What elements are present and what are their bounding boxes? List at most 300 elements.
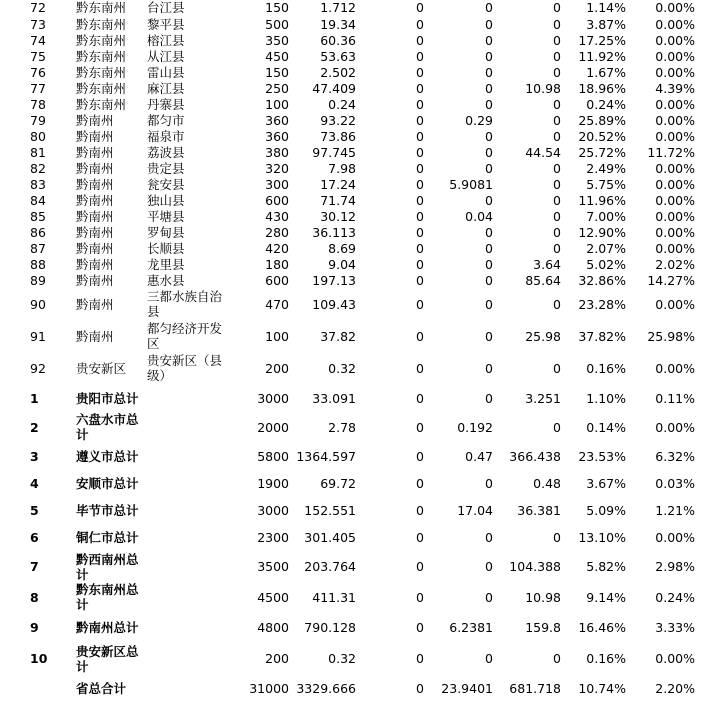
value-cell-b[interactable]: 37.82	[320, 328, 356, 344]
summary-value-cell-e[interactable]: 10.98	[525, 589, 561, 605]
value-cell-c[interactable]: 0	[416, 96, 424, 112]
summary-value-cell-b[interactable]: 411.31	[312, 589, 356, 605]
summary-value-cell-e[interactable]: 0	[553, 419, 561, 435]
summary-value-cell-c[interactable]: 0	[416, 620, 424, 635]
value-cell-d[interactable]: 0	[485, 0, 493, 15]
value-cell-a[interactable]: 150	[265, 64, 289, 80]
value-cell-e[interactable]: 3.64	[533, 256, 561, 272]
prefecture-cell[interactable]: 黔南州	[76, 224, 114, 240]
summary-value-cell-d[interactable]: 0.192	[457, 419, 493, 435]
value-cell-e[interactable]: 0	[553, 160, 561, 176]
summary-value-cell-e[interactable]: 36.381	[517, 503, 561, 518]
summary-value-cell-d[interactable]: 17.04	[457, 503, 493, 518]
summary-number-cell[interactable]: 10	[30, 651, 48, 666]
value-cell-e[interactable]: 0	[553, 208, 561, 224]
value-cell-c[interactable]: 0	[416, 16, 424, 32]
value-cell-e[interactable]: 10.98	[525, 80, 561, 96]
summary-name-cell[interactable]: 黔东南州总计	[76, 582, 139, 612]
value-cell-f[interactable]: 1.67%	[586, 64, 626, 80]
row-number-cell[interactable]: 81	[30, 144, 46, 160]
value-cell-c[interactable]: 0	[416, 80, 424, 96]
prefecture-cell[interactable]: 黔南州	[76, 160, 114, 176]
value-cell-e[interactable]: 85.64	[525, 272, 561, 288]
summary-value-cell-a[interactable]: 4800	[257, 620, 289, 635]
value-cell-d[interactable]: 0	[485, 240, 493, 256]
value-cell-f[interactable]: 12.90%	[578, 224, 626, 240]
value-cell-c[interactable]: 0	[416, 48, 424, 64]
summary-value-cell-a[interactable]: 5800	[257, 448, 289, 464]
prefecture-cell[interactable]: 黔南州	[76, 176, 114, 192]
value-cell-b[interactable]: 0.24	[328, 96, 356, 112]
summary-value-cell-f[interactable]: 16.46%	[578, 620, 626, 635]
county-cell[interactable]: 都匀市	[147, 112, 185, 128]
county-cell[interactable]: 从江县	[147, 48, 185, 64]
value-cell-b[interactable]: 9.04	[328, 256, 356, 272]
value-cell-f[interactable]: 0.24%	[586, 96, 626, 112]
summary-name-cell[interactable]: 毕节市总计	[76, 503, 139, 518]
value-cell-f[interactable]: 25.72%	[578, 144, 626, 160]
value-cell-c[interactable]: 0	[416, 192, 424, 208]
value-cell-d[interactable]: 0	[485, 128, 493, 144]
summary-value-cell-f[interactable]: 0.16%	[586, 651, 626, 666]
value-cell-a[interactable]: 500	[265, 16, 289, 32]
value-cell-g[interactable]: 0.00%	[655, 96, 695, 112]
prefecture-cell[interactable]: 黔东南州	[76, 80, 127, 96]
county-cell[interactable]: 独山县	[147, 192, 185, 208]
value-cell-d[interactable]: 0.29	[465, 112, 493, 128]
summary-number-cell[interactable]: 3	[30, 448, 39, 464]
value-cell-e[interactable]: 0	[553, 32, 561, 48]
prefecture-cell[interactable]: 黔东南州	[76, 48, 127, 64]
row-number-cell[interactable]: 85	[30, 208, 46, 224]
value-cell-e[interactable]: 0	[553, 176, 561, 192]
prefecture-cell[interactable]: 黔南州	[76, 272, 114, 288]
value-cell-e[interactable]: 0	[553, 112, 561, 128]
summary-value-cell-g[interactable]: 2.98%	[655, 559, 695, 574]
value-cell-g[interactable]: 0.00%	[655, 64, 695, 80]
value-cell-f[interactable]: 25.89%	[578, 112, 626, 128]
row-number-cell[interactable]: 77	[30, 80, 46, 96]
prefecture-cell[interactable]: 黔南州	[76, 192, 114, 208]
summary-value-cell-b[interactable]: 69.72	[320, 476, 356, 491]
grand-total-value-cell-c[interactable]: 0	[416, 680, 424, 696]
value-cell-g[interactable]: 11.72%	[647, 144, 695, 160]
summary-value-cell-a[interactable]: 1900	[257, 476, 289, 491]
value-cell-a[interactable]: 600	[265, 272, 289, 288]
prefecture-cell[interactable]: 黔南州	[76, 296, 114, 312]
county-cell[interactable]: 瓮安县	[147, 176, 185, 192]
value-cell-d[interactable]: 5.9081	[449, 176, 493, 192]
value-cell-f[interactable]: 2.07%	[586, 240, 626, 256]
value-cell-c[interactable]: 0	[416, 160, 424, 176]
value-cell-f[interactable]: 37.82%	[578, 328, 626, 344]
row-number-cell[interactable]: 89	[30, 272, 46, 288]
value-cell-a[interactable]: 100	[265, 328, 289, 344]
row-number-cell[interactable]: 88	[30, 256, 46, 272]
summary-value-cell-b[interactable]: 790.128	[304, 620, 356, 635]
value-cell-g[interactable]: 0.00%	[655, 16, 695, 32]
summary-value-cell-f[interactable]: 0.14%	[586, 419, 626, 435]
summary-value-cell-c[interactable]: 0	[416, 476, 424, 491]
value-cell-g[interactable]: 0.00%	[655, 112, 695, 128]
row-number-cell[interactable]: 72	[30, 0, 46, 15]
summary-name-cell[interactable]: 黔南州总计	[76, 620, 139, 635]
summary-value-cell-g[interactable]: 0.00%	[655, 419, 695, 435]
value-cell-c[interactable]: 0	[416, 112, 424, 128]
summary-value-cell-g[interactable]: 0.03%	[655, 476, 695, 491]
value-cell-d[interactable]: 0	[485, 272, 493, 288]
county-cell[interactable]: 台江县	[147, 0, 185, 15]
value-cell-b[interactable]: 36.113	[312, 224, 356, 240]
value-cell-e[interactable]: 0	[553, 128, 561, 144]
value-cell-g[interactable]: 0.00%	[655, 360, 695, 376]
value-cell-f[interactable]: 5.02%	[586, 256, 626, 272]
value-cell-d[interactable]: 0	[485, 256, 493, 272]
value-cell-g[interactable]: 0.00%	[655, 128, 695, 144]
prefecture-cell[interactable]: 黔东南州	[76, 96, 127, 112]
value-cell-c[interactable]: 0	[416, 360, 424, 376]
summary-value-cell-c[interactable]: 0	[416, 503, 424, 518]
value-cell-a[interactable]: 380	[265, 144, 289, 160]
value-cell-e[interactable]: 0	[553, 96, 561, 112]
prefecture-cell[interactable]: 黔南州	[76, 240, 114, 256]
value-cell-d[interactable]: 0	[485, 224, 493, 240]
grand-total-value-cell-a[interactable]: 31000	[249, 680, 289, 696]
value-cell-a[interactable]: 360	[265, 128, 289, 144]
value-cell-g[interactable]: 0.00%	[655, 224, 695, 240]
value-cell-b[interactable]: 73.86	[320, 128, 356, 144]
county-cell[interactable]: 荔波县	[147, 144, 185, 160]
value-cell-g[interactable]: 2.02%	[655, 256, 695, 272]
summary-number-cell[interactable]: 4	[30, 476, 39, 491]
summary-value-cell-d[interactable]: 0	[485, 651, 493, 666]
value-cell-a[interactable]: 180	[265, 256, 289, 272]
summary-value-cell-c[interactable]: 0	[416, 419, 424, 435]
summary-value-cell-b[interactable]: 2.78	[328, 419, 356, 435]
county-cell[interactable]: 贵安新区（县级）	[147, 353, 223, 383]
prefecture-cell[interactable]: 黔东南州	[76, 16, 127, 32]
prefecture-cell[interactable]: 黔东南州	[76, 64, 127, 80]
row-number-cell[interactable]: 79	[30, 112, 46, 128]
value-cell-d[interactable]: 0	[485, 360, 493, 376]
summary-value-cell-c[interactable]: 0	[416, 651, 424, 666]
value-cell-f[interactable]: 5.75%	[586, 176, 626, 192]
row-number-cell[interactable]: 83	[30, 176, 46, 192]
value-cell-b[interactable]: 97.745	[312, 144, 356, 160]
value-cell-a[interactable]: 200	[265, 360, 289, 376]
summary-value-cell-d[interactable]: 0	[485, 390, 493, 406]
summary-value-cell-e[interactable]: 159.8	[525, 620, 561, 635]
summary-value-cell-c[interactable]: 0	[416, 530, 424, 545]
summary-value-cell-a[interactable]: 4500	[257, 589, 289, 605]
summary-value-cell-f[interactable]: 13.10%	[578, 530, 626, 545]
county-cell[interactable]: 平塘县	[147, 208, 185, 224]
row-number-cell[interactable]: 90	[30, 296, 46, 312]
summary-value-cell-a[interactable]: 2000	[257, 419, 289, 435]
county-cell[interactable]: 丹寨县	[147, 96, 185, 112]
value-cell-f[interactable]: 32.86%	[578, 272, 626, 288]
prefecture-cell[interactable]: 黔南州	[76, 112, 114, 128]
county-cell[interactable]: 黎平县	[147, 16, 185, 32]
summary-value-cell-e[interactable]: 104.388	[509, 559, 561, 574]
value-cell-f[interactable]: 7.00%	[586, 208, 626, 224]
summary-number-cell[interactable]: 5	[30, 503, 39, 518]
value-cell-g[interactable]: 25.98%	[647, 328, 695, 344]
summary-number-cell[interactable]: 2	[30, 419, 39, 435]
county-cell[interactable]: 都匀经济开发区	[147, 321, 223, 351]
value-cell-a[interactable]: 320	[265, 160, 289, 176]
grand-total-value-cell-g[interactable]: 2.20%	[655, 680, 695, 696]
value-cell-b[interactable]: 7.98	[328, 160, 356, 176]
value-cell-c[interactable]: 0	[416, 176, 424, 192]
summary-name-cell[interactable]: 贵阳市总计	[76, 390, 139, 406]
summary-value-cell-d[interactable]: 0	[485, 559, 493, 574]
summary-value-cell-f[interactable]: 23.53%	[578, 448, 626, 464]
summary-value-cell-g[interactable]: 3.33%	[655, 620, 695, 635]
summary-value-cell-c[interactable]: 0	[416, 448, 424, 464]
value-cell-c[interactable]: 0	[416, 32, 424, 48]
summary-value-cell-c[interactable]: 0	[416, 559, 424, 574]
value-cell-f[interactable]: 18.96%	[578, 80, 626, 96]
summary-value-cell-c[interactable]: 0	[416, 589, 424, 605]
value-cell-e[interactable]: 0	[553, 16, 561, 32]
summary-value-cell-a[interactable]: 3000	[257, 503, 289, 518]
value-cell-f[interactable]: 23.28%	[578, 296, 626, 312]
value-cell-d[interactable]: 0	[485, 328, 493, 344]
summary-value-cell-b[interactable]: 0.32	[328, 651, 356, 666]
summary-value-cell-g[interactable]: 0.00%	[655, 530, 695, 545]
summary-value-cell-a[interactable]: 3500	[257, 559, 289, 574]
summary-value-cell-b[interactable]: 33.091	[312, 390, 356, 406]
county-cell[interactable]: 福泉市	[147, 128, 185, 144]
prefecture-cell[interactable]: 黔东南州	[76, 0, 127, 15]
value-cell-c[interactable]: 0	[416, 128, 424, 144]
summary-number-cell[interactable]: 8	[30, 589, 39, 605]
value-cell-c[interactable]: 0	[416, 64, 424, 80]
summary-value-cell-a[interactable]: 3000	[257, 390, 289, 406]
prefecture-cell[interactable]: 黔南州	[76, 256, 114, 272]
summary-value-cell-f[interactable]: 9.14%	[586, 589, 626, 605]
value-cell-g[interactable]: 0.00%	[655, 48, 695, 64]
value-cell-b[interactable]: 19.34	[320, 16, 356, 32]
county-cell[interactable]: 贵定县	[147, 160, 185, 176]
summary-value-cell-d[interactable]: 0	[485, 589, 493, 605]
value-cell-a[interactable]: 430	[265, 208, 289, 224]
summary-number-cell[interactable]: 9	[30, 620, 39, 635]
county-cell[interactable]: 罗甸县	[147, 224, 185, 240]
county-cell[interactable]: 龙里县	[147, 256, 185, 272]
summary-value-cell-a[interactable]: 2300	[257, 530, 289, 545]
county-cell[interactable]: 雷山县	[147, 64, 185, 80]
summary-value-cell-g[interactable]: 0.24%	[655, 589, 695, 605]
value-cell-a[interactable]: 600	[265, 192, 289, 208]
value-cell-b[interactable]: 109.43	[312, 296, 356, 312]
grand-total-value-cell-b[interactable]: 3329.666	[296, 680, 356, 696]
prefecture-cell[interactable]: 黔南州	[76, 128, 114, 144]
summary-value-cell-f[interactable]: 5.82%	[586, 559, 626, 574]
summary-value-cell-e[interactable]: 0.48	[533, 476, 561, 491]
county-cell[interactable]: 长顺县	[147, 240, 185, 256]
summary-value-cell-d[interactable]: 0.47	[465, 448, 493, 464]
value-cell-e[interactable]: 0	[553, 224, 561, 240]
summary-value-cell-d[interactable]: 6.2381	[449, 620, 493, 635]
value-cell-c[interactable]: 0	[416, 208, 424, 224]
value-cell-e[interactable]: 44.54	[525, 144, 561, 160]
prefecture-cell[interactable]: 黔东南州	[76, 32, 127, 48]
value-cell-b[interactable]: 0.32	[328, 360, 356, 376]
value-cell-a[interactable]: 150	[265, 0, 289, 15]
value-cell-b[interactable]: 71.74	[320, 192, 356, 208]
value-cell-g[interactable]: 0.00%	[655, 240, 695, 256]
value-cell-g[interactable]: 0.00%	[655, 32, 695, 48]
row-number-cell[interactable]: 82	[30, 160, 46, 176]
value-cell-d[interactable]: 0	[485, 96, 493, 112]
value-cell-d[interactable]: 0	[485, 16, 493, 32]
value-cell-a[interactable]: 300	[265, 176, 289, 192]
summary-number-cell[interactable]: 1	[30, 390, 39, 406]
value-cell-g[interactable]: 0.00%	[655, 160, 695, 176]
value-cell-e[interactable]: 0	[553, 240, 561, 256]
value-cell-g[interactable]: 0.00%	[655, 0, 695, 15]
summary-number-cell[interactable]: 6	[30, 530, 39, 545]
value-cell-f[interactable]: 2.49%	[586, 160, 626, 176]
value-cell-a[interactable]: 280	[265, 224, 289, 240]
value-cell-g[interactable]: 0.00%	[655, 296, 695, 312]
value-cell-f[interactable]: 20.52%	[578, 128, 626, 144]
value-cell-e[interactable]: 0	[553, 64, 561, 80]
value-cell-b[interactable]: 30.12	[320, 208, 356, 224]
row-number-cell[interactable]: 91	[30, 328, 46, 344]
value-cell-b[interactable]: 47.409	[312, 80, 356, 96]
summary-value-cell-c[interactable]: 0	[416, 390, 424, 406]
summary-value-cell-d[interactable]: 0	[485, 530, 493, 545]
value-cell-b[interactable]: 2.502	[320, 64, 356, 80]
value-cell-b[interactable]: 1.712	[320, 0, 356, 15]
summary-value-cell-d[interactable]: 0	[485, 476, 493, 491]
value-cell-c[interactable]: 0	[416, 296, 424, 312]
row-number-cell[interactable]: 76	[30, 64, 46, 80]
value-cell-a[interactable]: 360	[265, 112, 289, 128]
row-number-cell[interactable]: 74	[30, 32, 46, 48]
county-cell[interactable]: 惠水县	[147, 272, 185, 288]
county-cell[interactable]: 榕江县	[147, 32, 185, 48]
value-cell-d[interactable]: 0.04	[465, 208, 493, 224]
summary-value-cell-e[interactable]: 0	[553, 651, 561, 666]
grand-total-value-cell-f[interactable]: 10.74%	[578, 680, 626, 696]
summary-value-cell-g[interactable]: 0.11%	[655, 390, 695, 406]
value-cell-g[interactable]: 14.27%	[647, 272, 695, 288]
value-cell-d[interactable]: 0	[485, 296, 493, 312]
row-number-cell[interactable]: 92	[30, 360, 46, 376]
value-cell-g[interactable]: 0.00%	[655, 176, 695, 192]
summary-value-cell-b[interactable]: 152.551	[304, 503, 356, 518]
value-cell-e[interactable]: 25.98	[525, 328, 561, 344]
row-number-cell[interactable]: 87	[30, 240, 46, 256]
summary-value-cell-f[interactable]: 3.67%	[586, 476, 626, 491]
value-cell-e[interactable]: 0	[553, 0, 561, 15]
row-number-cell[interactable]: 86	[30, 224, 46, 240]
value-cell-d[interactable]: 0	[485, 144, 493, 160]
value-cell-c[interactable]: 0	[416, 256, 424, 272]
value-cell-a[interactable]: 250	[265, 80, 289, 96]
value-cell-c[interactable]: 0	[416, 0, 424, 15]
value-cell-b[interactable]: 53.63	[320, 48, 356, 64]
value-cell-e[interactable]: 0	[553, 360, 561, 376]
value-cell-f[interactable]: 3.87%	[586, 16, 626, 32]
value-cell-b[interactable]: 8.69	[328, 240, 356, 256]
row-number-cell[interactable]: 80	[30, 128, 46, 144]
summary-number-cell[interactable]: 7	[30, 559, 39, 574]
value-cell-c[interactable]: 0	[416, 144, 424, 160]
prefecture-cell[interactable]: 贵安新区	[76, 360, 127, 376]
value-cell-a[interactable]: 450	[265, 48, 289, 64]
value-cell-d[interactable]: 0	[485, 64, 493, 80]
grand-total-value-cell-d[interactable]: 23.9401	[441, 680, 493, 696]
value-cell-c[interactable]: 0	[416, 328, 424, 344]
value-cell-d[interactable]: 0	[485, 160, 493, 176]
value-cell-c[interactable]: 0	[416, 240, 424, 256]
value-cell-a[interactable]: 100	[265, 96, 289, 112]
row-number-cell[interactable]: 73	[30, 16, 46, 32]
summary-value-cell-f[interactable]: 5.09%	[586, 503, 626, 518]
value-cell-f[interactable]: 11.92%	[578, 48, 626, 64]
summary-value-cell-e[interactable]: 0	[553, 530, 561, 545]
row-number-cell[interactable]: 75	[30, 48, 46, 64]
grand-total-value-cell-e[interactable]: 681.718	[509, 680, 561, 696]
summary-value-cell-b[interactable]: 1364.597	[296, 448, 356, 464]
county-cell[interactable]: 麻江县	[147, 80, 185, 96]
summary-value-cell-a[interactable]: 200	[265, 651, 289, 666]
summary-name-cell[interactable]: 黔西南州总计	[76, 551, 139, 582]
summary-value-cell-b[interactable]: 203.764	[304, 559, 356, 574]
summary-value-cell-f[interactable]: 1.10%	[586, 390, 626, 406]
summary-value-cell-g[interactable]: 0.00%	[655, 651, 695, 666]
value-cell-g[interactable]: 4.39%	[655, 80, 695, 96]
summary-name-cell[interactable]: 安顺市总计	[76, 476, 139, 491]
value-cell-c[interactable]: 0	[416, 224, 424, 240]
summary-value-cell-g[interactable]: 6.32%	[655, 448, 695, 464]
value-cell-b[interactable]: 197.13	[312, 272, 356, 288]
value-cell-a[interactable]: 420	[265, 240, 289, 256]
summary-value-cell-e[interactable]: 366.438	[509, 448, 561, 464]
prefecture-cell[interactable]: 黔南州	[76, 208, 114, 224]
value-cell-f[interactable]: 1.14%	[586, 0, 626, 15]
summary-name-cell[interactable]: 遵义市总计	[76, 448, 139, 464]
row-number-cell[interactable]: 84	[30, 192, 46, 208]
value-cell-g[interactable]: 0.00%	[655, 192, 695, 208]
value-cell-c[interactable]: 0	[416, 272, 424, 288]
summary-value-cell-b[interactable]: 301.405	[304, 530, 356, 545]
value-cell-d[interactable]: 0	[485, 48, 493, 64]
value-cell-e[interactable]: 0	[553, 48, 561, 64]
value-cell-d[interactable]: 0	[485, 192, 493, 208]
summary-value-cell-e[interactable]: 3.251	[525, 390, 561, 406]
value-cell-f[interactable]: 11.96%	[578, 192, 626, 208]
value-cell-f[interactable]: 17.25%	[578, 32, 626, 48]
value-cell-d[interactable]: 0	[485, 80, 493, 96]
prefecture-cell[interactable]: 黔南州	[76, 328, 114, 344]
county-cell[interactable]: 三都水族自治县	[147, 289, 223, 319]
grand-total-label-cell[interactable]: 省总合计	[76, 680, 127, 696]
value-cell-f[interactable]: 0.16%	[586, 360, 626, 376]
value-cell-e[interactable]: 0	[553, 192, 561, 208]
summary-name-cell[interactable]: 六盘水市总计	[76, 412, 139, 442]
row-number-cell[interactable]: 78	[30, 96, 46, 112]
summary-name-cell[interactable]: 贵安新区总计	[76, 643, 139, 674]
prefecture-cell[interactable]: 黔南州	[76, 144, 114, 160]
summary-name-cell[interactable]: 铜仁市总计	[76, 530, 139, 545]
value-cell-b[interactable]: 17.24	[320, 176, 356, 192]
